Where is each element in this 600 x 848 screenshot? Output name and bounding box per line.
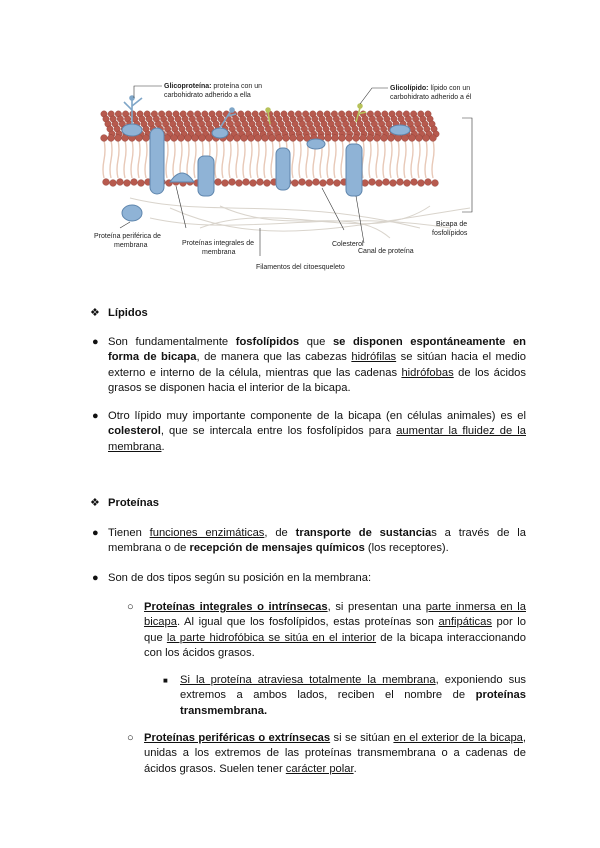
phospholipid-head bbox=[313, 179, 320, 186]
text-run: , de bbox=[264, 527, 296, 539]
underlined-run: la parte hidrofóbica se sitúa en el interior bbox=[166, 631, 377, 644]
phospholipid-head bbox=[227, 135, 234, 142]
phospholipid-head bbox=[124, 180, 131, 187]
phospholipid-head bbox=[143, 135, 150, 142]
glycoprotein-desc-2: carbohidrato adherido a ella bbox=[164, 92, 251, 99]
phospholipid-head bbox=[367, 135, 374, 142]
phospholipid-head bbox=[299, 179, 306, 186]
bullet-icon: ● bbox=[92, 527, 99, 539]
paragraph-colesterol bbox=[108, 409, 526, 455]
cytoskeleton-filaments bbox=[130, 198, 470, 238]
underlined-run: funciones enzimáticas bbox=[149, 527, 265, 539]
phospholipid-head bbox=[164, 135, 171, 142]
phospholipid-head bbox=[374, 135, 381, 142]
text-run: Son fundamentalmente bbox=[108, 336, 236, 348]
membrane-diagram bbox=[90, 78, 510, 278]
phospholipid-tail bbox=[432, 140, 434, 178]
channel-protein-2 bbox=[346, 144, 362, 196]
phospholipid-tail bbox=[411, 140, 413, 178]
text-run: . bbox=[353, 762, 357, 775]
phospholipid-tail bbox=[250, 140, 252, 178]
phospholipid-tail bbox=[264, 140, 266, 178]
diamond-bullet-icon: ❖ bbox=[90, 497, 100, 509]
phospholipid-head bbox=[332, 135, 339, 142]
phospholipid-head bbox=[101, 135, 108, 142]
phospholipid-tail bbox=[138, 140, 140, 178]
underlined-run: en el exterior de la bicapa bbox=[393, 732, 523, 744]
bold-underlined-run: Proteínas integrales o intrínsecas bbox=[144, 601, 328, 613]
bold-run: recepción de mensajes químicos bbox=[189, 542, 365, 555]
svg-text:Glicolípido: lípido con un bbox=[390, 85, 470, 92]
phospholipid-tail bbox=[327, 140, 329, 178]
phospholipid-head bbox=[425, 179, 432, 186]
phospholipid-head bbox=[131, 179, 138, 186]
phospholipid-head bbox=[346, 135, 353, 142]
phospholipid-head bbox=[262, 135, 269, 142]
phospholipid-head bbox=[215, 179, 222, 186]
bullet-icon: ● bbox=[92, 336, 99, 348]
phospholipid-head bbox=[402, 135, 409, 142]
phospholipid-head bbox=[257, 179, 264, 186]
phospholipid-tail bbox=[271, 140, 273, 178]
membrane-figure bbox=[90, 78, 510, 278]
phospholipid-head bbox=[222, 180, 229, 187]
bold-run: colesterol bbox=[108, 425, 161, 438]
phospholipid-tail bbox=[173, 140, 175, 178]
phospholipid-head bbox=[115, 135, 122, 142]
bold-underlined-run: Proteínas periféricas o extrínsecas bbox=[144, 732, 331, 744]
bold-run: proteínas transmembrana. bbox=[180, 689, 526, 717]
paragraph-integrales bbox=[144, 600, 526, 662]
bullet-icon: ● bbox=[92, 572, 99, 584]
phospholipid-head bbox=[416, 135, 423, 142]
underlined-run: hidrófobas bbox=[401, 366, 454, 379]
phospholipid-head bbox=[292, 180, 299, 187]
glycolipid-term: Glicolípido: bbox=[390, 85, 429, 92]
text-run: . Al igual que los fosfolípidos, estas proteínas son bbox=[176, 616, 439, 629]
phospholipid-tail bbox=[194, 140, 196, 178]
phospholipid-head bbox=[290, 135, 297, 142]
phospholipid-tail bbox=[390, 140, 392, 178]
phospholipid-tail bbox=[166, 140, 168, 178]
phospholipid-head bbox=[178, 135, 185, 142]
phospholipid-tail bbox=[131, 140, 133, 178]
phospholipid-head bbox=[248, 135, 255, 142]
text-run: . bbox=[161, 440, 165, 453]
phospholipid-head bbox=[320, 180, 327, 187]
phospholipid-head bbox=[369, 179, 376, 186]
phospholipid-head bbox=[339, 135, 346, 142]
paragraph-perifericas bbox=[144, 731, 526, 777]
phospholipid-tail bbox=[425, 140, 427, 178]
label-filaments: Filamentos del citoesqueleto bbox=[256, 264, 345, 271]
phospholipid-tail bbox=[334, 140, 336, 178]
phospholipid-tail bbox=[187, 140, 189, 178]
phospholipid-head bbox=[411, 179, 418, 186]
phospholipid-head bbox=[353, 135, 360, 142]
phospholipid-tail bbox=[292, 140, 294, 178]
text-run: que bbox=[299, 336, 333, 348]
phospholipid-head bbox=[306, 180, 313, 187]
phospholipid-tail bbox=[418, 140, 420, 178]
bold-run: fosfolípidos bbox=[235, 336, 300, 348]
phospholipid-head bbox=[243, 179, 250, 186]
peripheral-protein bbox=[122, 205, 142, 221]
phospholipid-head bbox=[409, 135, 416, 142]
square-bullet-icon: ■ bbox=[163, 676, 168, 685]
phospholipid-tail bbox=[117, 140, 119, 178]
phospholipid-head bbox=[362, 180, 369, 187]
section-heading-lipidos: Lípidos bbox=[108, 307, 148, 319]
phospholipid-tail bbox=[229, 140, 231, 178]
phospholipid-head bbox=[250, 180, 257, 187]
phospholipid-tail bbox=[341, 140, 343, 178]
underlined-run: parte inmersa en la bicapa bbox=[144, 601, 526, 629]
phospholipid-head bbox=[432, 180, 439, 187]
phospholipid-head bbox=[360, 135, 367, 142]
phospholipid-head bbox=[327, 179, 334, 186]
bold-run: se disponen espontáneamente en forma de bicapa bbox=[108, 336, 526, 364]
phospholipid-head bbox=[430, 135, 437, 142]
phospholipid-head bbox=[236, 180, 243, 187]
phospholipid-head bbox=[325, 135, 332, 142]
phospholipid-tail bbox=[376, 140, 378, 178]
underlined-run: Si la proteína atraviesa totalmente la membrana bbox=[180, 674, 436, 686]
text-run: , exponiendo sus extremos a ambos lados, reciben el nombre de bbox=[180, 674, 527, 702]
phospholipid-tail bbox=[180, 140, 182, 178]
phospholipid-head bbox=[397, 179, 404, 186]
surface-protein bbox=[122, 124, 142, 136]
phospholipid-head bbox=[117, 179, 124, 186]
text-run: , si presentan una bbox=[327, 601, 426, 613]
circle-bullet-icon: ○ bbox=[127, 601, 134, 613]
text-run: s a través de la membrana o de bbox=[108, 527, 526, 555]
circle-bullet-icon: ○ bbox=[127, 732, 134, 744]
section-heading-proteinas: Proteínas bbox=[108, 497, 159, 509]
surface-protein-3 bbox=[307, 139, 325, 149]
text-run: , que se intercala entre los fosfolípidos para bbox=[160, 425, 397, 438]
surface-protein-2 bbox=[212, 128, 228, 138]
transmembrane-protein bbox=[276, 148, 290, 190]
phospholipid-tail bbox=[369, 140, 371, 178]
glycolipid-desc: lípido con un bbox=[430, 85, 471, 92]
phospholipid-head bbox=[229, 179, 236, 186]
phospholipid-tail bbox=[243, 140, 245, 178]
phospholipid-tail bbox=[110, 140, 112, 178]
phospholipid-head bbox=[171, 135, 178, 142]
phospholipid-head bbox=[110, 180, 117, 187]
underlined-run: hidrófilas bbox=[351, 351, 397, 364]
underlined-run: carácter polar bbox=[285, 762, 354, 775]
phospholipid-tail bbox=[383, 140, 385, 178]
text-run: si se sitúan bbox=[330, 732, 394, 744]
text-run: de los ácidos grasos se disponen hacia el interior de la bicapa. bbox=[108, 366, 526, 395]
bold-run: transporte de sustancia bbox=[295, 527, 432, 539]
phospholipid-tail bbox=[397, 140, 399, 178]
phospholipid-head bbox=[138, 180, 145, 187]
label-protein-channel: Canal de proteína bbox=[358, 248, 414, 255]
label-integral-proteins: Proteínas integrales de bbox=[182, 240, 254, 247]
label-peripheral-protein: Proteína periférica de bbox=[94, 233, 161, 240]
phospholipid-tail bbox=[257, 140, 259, 178]
glycoprotein-term: Glicoproteína: bbox=[164, 83, 212, 90]
label-integral-proteins-2: membrana bbox=[202, 249, 236, 256]
phospholipid-head bbox=[103, 179, 110, 186]
text-run: Otro lípido muy importante componente de la bicapa (en células animales) es el bbox=[108, 410, 526, 422]
phospholipid-tail bbox=[103, 140, 105, 178]
phospholipid-head bbox=[276, 135, 283, 142]
text-run: por lo que bbox=[144, 616, 527, 644]
phospholipid-head bbox=[199, 135, 206, 142]
phospholipid-tail bbox=[124, 140, 126, 178]
phospholipid-head bbox=[241, 135, 248, 142]
phospholipid-tail bbox=[222, 140, 224, 178]
phospholipid-head bbox=[297, 135, 304, 142]
phospholipid-tail bbox=[299, 140, 301, 178]
phospholipid-head bbox=[388, 135, 395, 142]
phospholipid-head bbox=[404, 180, 411, 187]
paragraph-funciones bbox=[108, 526, 526, 557]
phospholipid-head bbox=[206, 135, 213, 142]
phospholipid-head bbox=[383, 179, 390, 186]
surface-protein-4 bbox=[390, 125, 410, 135]
phospholipid-head bbox=[423, 135, 430, 142]
svg-text:Glicoproteína: proteína con un bbox=[164, 83, 262, 90]
phospholipid-tail bbox=[215, 140, 217, 178]
phospholipid-head bbox=[381, 135, 388, 142]
label-peripheral-protein-2: membrana bbox=[114, 242, 148, 249]
paragraph-tipos: Son de dos tipos según su posición en la membrana: bbox=[108, 572, 372, 584]
underlined-run: anfipáticas bbox=[438, 616, 492, 629]
phospholipid-tail bbox=[404, 140, 406, 178]
underlined-run: aumentar la fluidez de la membrana bbox=[108, 425, 526, 453]
bullet-icon: ● bbox=[92, 410, 99, 422]
label-cholesterol: Colesterol bbox=[332, 241, 364, 248]
phospholipid-head bbox=[255, 135, 262, 142]
phospholipid-head bbox=[334, 180, 341, 187]
phospholipid-tail bbox=[145, 140, 147, 178]
phospholipid-head bbox=[283, 135, 290, 142]
channel-protein bbox=[198, 156, 214, 196]
text-run: de la bicapa interaccionando con los ácidos grasos. bbox=[144, 631, 526, 660]
text-run: , de manera que las cabezas bbox=[196, 351, 352, 364]
phospholipid-head bbox=[192, 135, 199, 142]
phospholipid-head bbox=[376, 180, 383, 187]
phospholipid-head bbox=[390, 180, 397, 187]
phospholipid-head bbox=[108, 135, 115, 142]
glycolipid-desc-2: carbohidrato adherido a él bbox=[390, 94, 472, 101]
text-run: Tienen bbox=[108, 527, 150, 539]
phospholipid-head bbox=[418, 180, 425, 187]
diamond-bullet-icon: ❖ bbox=[90, 307, 100, 319]
phospholipid-head bbox=[264, 180, 271, 187]
label-bilayer: Bicapa de bbox=[436, 221, 468, 228]
label-bilayer-2: fosfolípidos bbox=[432, 230, 468, 237]
phospholipid-head bbox=[269, 135, 276, 142]
integral-protein bbox=[150, 128, 164, 194]
paragraph-transmembrana bbox=[180, 673, 526, 719]
text-run: se sitúan hacia el medio externo e interno de la célula, mientras que las cadenas bbox=[108, 351, 527, 379]
phospholipid-head bbox=[395, 135, 402, 142]
text-run: , unidas a los extremos de las proteínas transmembrana o a cadenas de ácidos grasos. Suelen tener bbox=[144, 732, 527, 775]
phospholipid-head bbox=[234, 135, 241, 142]
glycoprotein-desc: proteína con un bbox=[213, 83, 263, 90]
text-run: (los receptores). bbox=[364, 542, 449, 555]
phospholipid-head bbox=[185, 135, 192, 142]
paragraph-fosfolipidos bbox=[108, 335, 526, 397]
phospholipid-tail bbox=[236, 140, 238, 178]
